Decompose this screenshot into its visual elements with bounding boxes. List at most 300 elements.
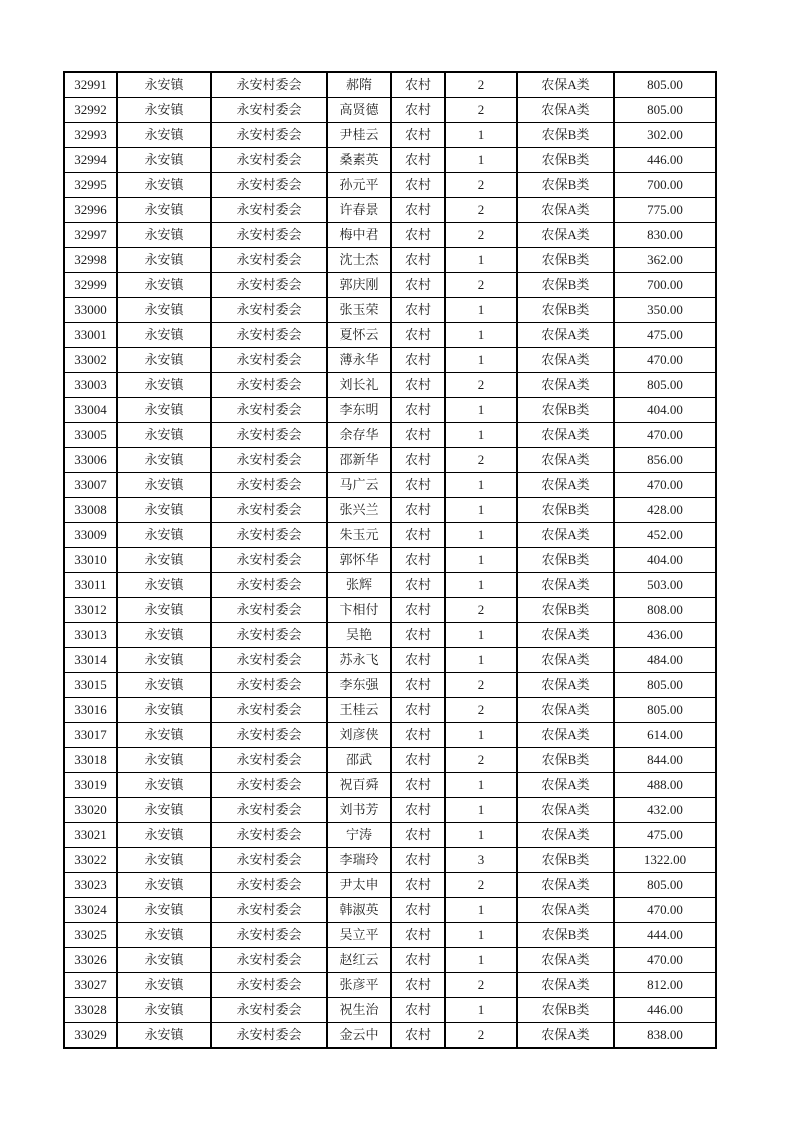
cell-town: 永安镇 [117,523,211,548]
cell-person-count: 1 [445,323,517,348]
cell-residence-type: 农村 [391,548,445,573]
cell-person-name: 张玉荣 [327,298,391,323]
cell-town: 永安镇 [117,573,211,598]
cell-person-count: 1 [445,148,517,173]
cell-town: 永安镇 [117,723,211,748]
cell-residence-type: 农村 [391,98,445,123]
cell-village: 永安村委会 [211,573,327,598]
cell-insurance-category: 农保B类 [517,548,614,573]
cell-amount: 350.00 [614,298,716,323]
cell-town: 永安镇 [117,848,211,873]
cell-town: 永安镇 [117,948,211,973]
table-row [64,898,716,923]
cell-person-count: 1 [445,573,517,598]
cell-town: 永安镇 [117,373,211,398]
cell-village: 永安村委会 [211,448,327,473]
cell-amount: 404.00 [614,398,716,423]
cell-person-count: 1 [445,398,517,423]
cell-town: 永安镇 [117,498,211,523]
cell-id: 33021 [64,823,117,848]
cell-id: 33028 [64,998,117,1023]
cell-insurance-category: 农保A类 [517,798,614,823]
table-row [64,673,716,698]
cell-insurance-category: 农保A类 [517,973,614,998]
cell-person-count: 2 [445,598,517,623]
cell-village: 永安村委会 [211,298,327,323]
cell-amount: 775.00 [614,198,716,223]
cell-id: 32991 [64,72,117,98]
cell-person-count: 2 [445,373,517,398]
cell-village: 永安村委会 [211,498,327,523]
cell-village: 永安村委会 [211,798,327,823]
cell-village: 永安村委会 [211,348,327,373]
cell-id: 32999 [64,273,117,298]
cell-id: 33005 [64,423,117,448]
table-row [64,148,716,173]
cell-village: 永安村委会 [211,548,327,573]
cell-person-name: 邵新华 [327,448,391,473]
cell-town: 永安镇 [117,98,211,123]
cell-residence-type: 农村 [391,973,445,998]
cell-village: 永安村委会 [211,648,327,673]
cell-insurance-category: 农保A类 [517,873,614,898]
cell-person-count: 1 [445,498,517,523]
cell-town: 永安镇 [117,223,211,248]
cell-village: 永安村委会 [211,248,327,273]
cell-person-name: 张彦平 [327,973,391,998]
cell-id: 32994 [64,148,117,173]
cell-person-count: 1 [445,823,517,848]
cell-village: 永安村委会 [211,973,327,998]
cell-town: 永安镇 [117,323,211,348]
cell-residence-type: 农村 [391,423,445,448]
cell-village: 永安村委会 [211,98,327,123]
cell-residence-type: 农村 [391,798,445,823]
cell-person-name: 吴艳 [327,623,391,648]
cell-id: 33007 [64,473,117,498]
cell-person-name: 邵武 [327,748,391,773]
cell-insurance-category: 农保A类 [517,223,614,248]
cell-insurance-category: 农保A类 [517,98,614,123]
cell-town: 永安镇 [117,148,211,173]
cell-amount: 805.00 [614,873,716,898]
cell-id: 33017 [64,723,117,748]
table-row [64,773,716,798]
cell-person-count: 1 [445,473,517,498]
cell-village: 永安村委会 [211,673,327,698]
cell-residence-type: 农村 [391,373,445,398]
table-row [64,648,716,673]
cell-id: 33019 [64,773,117,798]
cell-person-name: 李东明 [327,398,391,423]
cell-person-name: 刘彦侠 [327,723,391,748]
cell-amount: 470.00 [614,348,716,373]
cell-village: 永安村委会 [211,623,327,648]
cell-person-count: 1 [445,798,517,823]
cell-village: 永安村委会 [211,373,327,398]
cell-id: 33014 [64,648,117,673]
cell-person-name: 夏怀云 [327,323,391,348]
cell-person-count: 2 [445,198,517,223]
cell-residence-type: 农村 [391,1023,445,1049]
cell-amount: 805.00 [614,98,716,123]
cell-person-count: 2 [445,748,517,773]
cell-person-name: 刘长礼 [327,373,391,398]
cell-person-name: 梅中君 [327,223,391,248]
cell-town: 永安镇 [117,648,211,673]
cell-amount: 470.00 [614,473,716,498]
cell-insurance-category: 农保A类 [517,898,614,923]
cell-amount: 808.00 [614,598,716,623]
cell-residence-type: 农村 [391,223,445,248]
cell-person-count: 1 [445,623,517,648]
cell-person-name: 郭怀华 [327,548,391,573]
cell-person-count: 2 [445,448,517,473]
cell-residence-type: 农村 [391,198,445,223]
cell-insurance-category: 农保A类 [517,373,614,398]
cell-town: 永安镇 [117,973,211,998]
cell-insurance-category: 农保A类 [517,573,614,598]
cell-amount: 700.00 [614,173,716,198]
cell-insurance-category: 农保B类 [517,148,614,173]
cell-residence-type: 农村 [391,448,445,473]
table-row [64,323,716,348]
cell-id: 33001 [64,323,117,348]
cell-person-name: 赵红云 [327,948,391,973]
cell-person-count: 2 [445,173,517,198]
cell-residence-type: 农村 [391,398,445,423]
cell-amount: 452.00 [614,523,716,548]
cell-person-name: 刘书芳 [327,798,391,823]
cell-insurance-category: 农保B类 [517,923,614,948]
cell-person-name: 尹太申 [327,873,391,898]
cell-residence-type: 农村 [391,723,445,748]
cell-id: 33000 [64,298,117,323]
cell-person-name: 许春景 [327,198,391,223]
cell-id: 33006 [64,448,117,473]
cell-residence-type: 农村 [391,573,445,598]
cell-id: 33029 [64,1023,117,1049]
cell-residence-type: 农村 [391,148,445,173]
cell-amount: 700.00 [614,273,716,298]
cell-person-name: 祝生治 [327,998,391,1023]
cell-person-count: 1 [445,548,517,573]
cell-village: 永安村委会 [211,473,327,498]
cell-residence-type: 农村 [391,848,445,873]
cell-village: 永安村委会 [211,273,327,298]
cell-insurance-category: 农保A类 [517,698,614,723]
cell-person-count: 1 [445,298,517,323]
cell-person-name: 苏永飞 [327,648,391,673]
cell-id: 33024 [64,898,117,923]
cell-insurance-category: 农保A类 [517,773,614,798]
cell-insurance-category: 农保B类 [517,123,614,148]
cell-person-name: 张辉 [327,573,391,598]
records-table [63,71,717,1049]
cell-insurance-category: 农保B类 [517,173,614,198]
cell-id: 33018 [64,748,117,773]
cell-id: 33015 [64,673,117,698]
cell-person-count: 1 [445,348,517,373]
cell-village: 永安村委会 [211,923,327,948]
cell-person-count: 1 [445,248,517,273]
cell-town: 永安镇 [117,298,211,323]
cell-village: 永安村委会 [211,72,327,98]
cell-person-name: 高贤德 [327,98,391,123]
table-row [64,223,716,248]
cell-insurance-category: 农保B类 [517,298,614,323]
cell-amount: 484.00 [614,648,716,673]
cell-residence-type: 农村 [391,173,445,198]
table-row [64,798,716,823]
cell-town: 永安镇 [117,1023,211,1049]
cell-person-name: 余存华 [327,423,391,448]
cell-amount: 436.00 [614,623,716,648]
cell-id: 33003 [64,373,117,398]
cell-id: 33025 [64,923,117,948]
cell-id: 32997 [64,223,117,248]
records-table-body [64,72,716,1048]
cell-town: 永安镇 [117,773,211,798]
cell-town: 永安镇 [117,923,211,948]
cell-town: 永安镇 [117,198,211,223]
cell-person-name: 李东强 [327,673,391,698]
cell-town: 永安镇 [117,998,211,1023]
cell-person-count: 1 [445,773,517,798]
cell-person-count: 2 [445,72,517,98]
cell-insurance-category: 农保A类 [517,823,614,848]
cell-village: 永安村委会 [211,223,327,248]
cell-amount: 844.00 [614,748,716,773]
cell-id: 33022 [64,848,117,873]
cell-residence-type: 农村 [391,72,445,98]
table-row [64,448,716,473]
cell-person-count: 2 [445,973,517,998]
cell-person-name: 朱玉元 [327,523,391,548]
cell-insurance-category: 农保A类 [517,948,614,973]
cell-person-name: 张兴兰 [327,498,391,523]
cell-town: 永安镇 [117,348,211,373]
cell-town: 永安镇 [117,398,211,423]
cell-residence-type: 农村 [391,823,445,848]
cell-person-name: 孙元平 [327,173,391,198]
cell-amount: 812.00 [614,973,716,998]
cell-town: 永安镇 [117,72,211,98]
cell-person-name: 金云中 [327,1023,391,1049]
cell-id: 32993 [64,123,117,148]
cell-amount: 470.00 [614,898,716,923]
cell-amount: 302.00 [614,123,716,148]
cell-village: 永安村委会 [211,523,327,548]
cell-id: 33020 [64,798,117,823]
cell-person-count: 2 [445,873,517,898]
cell-residence-type: 农村 [391,248,445,273]
cell-village: 永安村委会 [211,873,327,898]
cell-id: 33013 [64,623,117,648]
cell-insurance-category: 农保A类 [517,473,614,498]
table-row [64,473,716,498]
cell-residence-type: 农村 [391,898,445,923]
cell-village: 永安村委会 [211,748,327,773]
cell-residence-type: 农村 [391,273,445,298]
cell-insurance-category: 农保A类 [517,423,614,448]
table-row [64,398,716,423]
table-row [64,72,716,98]
table-row [64,598,716,623]
table-row [64,923,716,948]
table-row [64,98,716,123]
table-row [64,373,716,398]
cell-id: 33023 [64,873,117,898]
cell-amount: 428.00 [614,498,716,523]
cell-town: 永安镇 [117,898,211,923]
cell-village: 永安村委会 [211,723,327,748]
cell-person-count: 2 [445,698,517,723]
table-row [64,948,716,973]
cell-person-count: 3 [445,848,517,873]
cell-residence-type: 农村 [391,498,445,523]
cell-person-count: 1 [445,523,517,548]
cell-village: 永安村委会 [211,598,327,623]
cell-insurance-category: 农保B类 [517,598,614,623]
cell-id: 33027 [64,973,117,998]
table-row [64,523,716,548]
cell-village: 永安村委会 [211,848,327,873]
cell-town: 永安镇 [117,423,211,448]
cell-amount: 830.00 [614,223,716,248]
cell-amount: 362.00 [614,248,716,273]
cell-amount: 805.00 [614,72,716,98]
cell-residence-type: 农村 [391,598,445,623]
cell-insurance-category: 农保A类 [517,523,614,548]
table-row [64,423,716,448]
cell-person-name: 卞相付 [327,598,391,623]
table-row [64,723,716,748]
cell-amount: 805.00 [614,698,716,723]
cell-person-name: 韩淑英 [327,898,391,923]
cell-village: 永安村委会 [211,123,327,148]
cell-village: 永安村委会 [211,773,327,798]
cell-insurance-category: 农保A类 [517,448,614,473]
table-row [64,548,716,573]
table-row [64,848,716,873]
table-row [64,198,716,223]
cell-person-count: 1 [445,898,517,923]
cell-amount: 432.00 [614,798,716,823]
cell-town: 永安镇 [117,548,211,573]
cell-insurance-category: 农保A类 [517,72,614,98]
cell-id: 33011 [64,573,117,598]
cell-residence-type: 农村 [391,523,445,548]
cell-village: 永安村委会 [211,398,327,423]
table-row [64,873,716,898]
cell-amount: 475.00 [614,323,716,348]
cell-person-name: 沈士杰 [327,248,391,273]
cell-id: 33010 [64,548,117,573]
cell-person-count: 1 [445,998,517,1023]
cell-town: 永安镇 [117,698,211,723]
cell-person-count: 1 [445,923,517,948]
table-row [64,698,716,723]
cell-person-name: 马广云 [327,473,391,498]
cell-residence-type: 农村 [391,673,445,698]
table-row [64,823,716,848]
cell-town: 永安镇 [117,448,211,473]
cell-insurance-category: 农保A类 [517,323,614,348]
cell-town: 永安镇 [117,248,211,273]
cell-person-name: 王桂云 [327,698,391,723]
cell-insurance-category: 农保A类 [517,673,614,698]
cell-residence-type: 农村 [391,648,445,673]
cell-village: 永安村委会 [211,323,327,348]
cell-insurance-category: 农保A类 [517,348,614,373]
cell-town: 永安镇 [117,623,211,648]
cell-person-name: 尹桂云 [327,123,391,148]
table-row [64,748,716,773]
table-row [64,348,716,373]
cell-person-name: 桑素英 [327,148,391,173]
cell-person-name: 祝百舜 [327,773,391,798]
cell-id: 33008 [64,498,117,523]
cell-id: 33009 [64,523,117,548]
cell-person-count: 2 [445,1023,517,1049]
cell-residence-type: 农村 [391,623,445,648]
cell-residence-type: 农村 [391,298,445,323]
cell-amount: 470.00 [614,948,716,973]
cell-amount: 805.00 [614,673,716,698]
cell-amount: 470.00 [614,423,716,448]
cell-insurance-category: 农保A类 [517,623,614,648]
cell-insurance-category: 农保B类 [517,273,614,298]
cell-person-count: 1 [445,423,517,448]
cell-person-count: 2 [445,673,517,698]
cell-residence-type: 农村 [391,123,445,148]
cell-insurance-category: 农保A类 [517,723,614,748]
cell-amount: 446.00 [614,148,716,173]
cell-village: 永安村委会 [211,1023,327,1049]
cell-town: 永安镇 [117,473,211,498]
cell-insurance-category: 农保A类 [517,198,614,223]
cell-insurance-category: 农保B类 [517,748,614,773]
cell-id: 32995 [64,173,117,198]
cell-amount: 444.00 [614,923,716,948]
table-row [64,573,716,598]
table-row [64,998,716,1023]
table-row [64,1023,716,1049]
cell-person-name: 郭庆刚 [327,273,391,298]
cell-amount: 838.00 [614,1023,716,1049]
cell-village: 永安村委会 [211,148,327,173]
table-row [64,498,716,523]
cell-insurance-category: 农保B类 [517,398,614,423]
cell-amount: 404.00 [614,548,716,573]
cell-amount: 856.00 [614,448,716,473]
cell-insurance-category: 农保B类 [517,848,614,873]
cell-insurance-category: 农保A类 [517,648,614,673]
cell-id: 32998 [64,248,117,273]
cell-town: 永安镇 [117,673,211,698]
cell-person-count: 2 [445,98,517,123]
cell-town: 永安镇 [117,273,211,298]
cell-town: 永安镇 [117,173,211,198]
cell-residence-type: 农村 [391,773,445,798]
cell-insurance-category: 农保B类 [517,998,614,1023]
cell-amount: 446.00 [614,998,716,1023]
cell-id: 33012 [64,598,117,623]
cell-id: 33002 [64,348,117,373]
cell-residence-type: 农村 [391,923,445,948]
cell-person-name: 宁涛 [327,823,391,848]
